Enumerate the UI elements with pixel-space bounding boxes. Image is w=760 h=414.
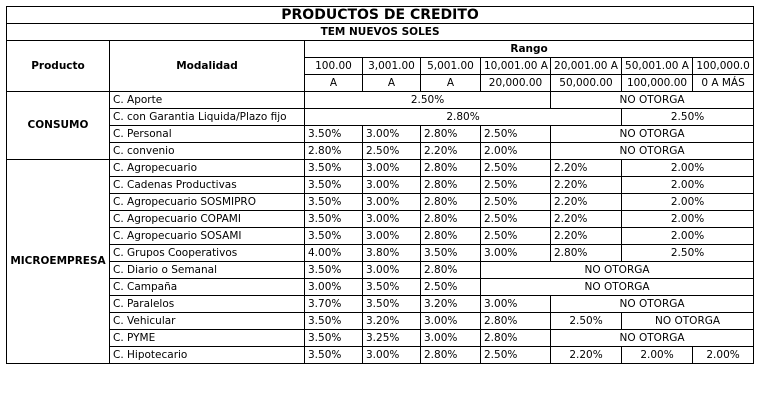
modality-name: C. convenio: [110, 143, 305, 160]
rate-cell: 2.80%: [421, 194, 481, 211]
rate-cell: 3.80%: [363, 245, 421, 262]
rate-cell: NO OTORGA: [551, 330, 754, 347]
rate-cell: 3.50%: [305, 330, 363, 347]
rate-cell: 2.20%: [551, 194, 622, 211]
rate-cell: 3.50%: [305, 228, 363, 245]
modality-name: C. Grupos Cooperativos: [110, 245, 305, 262]
rate-cell: 3.20%: [363, 313, 421, 330]
rate-cell: 2.50%: [481, 177, 551, 194]
range-4-top: 10,001.00 A: [481, 58, 551, 75]
rate-cell: 2.50%: [481, 126, 551, 143]
modality-name: C. Hipotecario: [110, 347, 305, 364]
table-row: [7, 109, 754, 126]
rate-cell: 2.80%: [421, 177, 481, 194]
rate-cell: 2.80%: [421, 262, 481, 279]
rate-cell: 2.00%: [622, 347, 693, 364]
rate-cell: 2.80%: [421, 347, 481, 364]
rate-cell: 2.50%: [421, 279, 481, 296]
rate-cell: 3.00%: [481, 245, 551, 262]
rate-cell: 2.20%: [551, 347, 622, 364]
modality-name: C. con Garantia Liquida/Plazo fijo: [110, 109, 305, 126]
rate-cell: 4.00%: [305, 245, 363, 262]
rate-cell: 2.50%: [481, 347, 551, 364]
rate-cell: 2.80%: [421, 228, 481, 245]
rate-cell: 3.50%: [305, 160, 363, 177]
table-row: [7, 279, 754, 296]
table-row: [7, 126, 754, 143]
table-subtitle: TEM NUEVOS SOLES: [7, 24, 754, 41]
rate-cell: NO OTORGA: [551, 296, 754, 313]
rate-cell: 3.00%: [363, 177, 421, 194]
rate-cell: 2.00%: [481, 143, 551, 160]
range-1-top: 100.00: [305, 58, 363, 75]
rate-cell: 3.20%: [421, 296, 481, 313]
rate-cell: 2.80%: [421, 126, 481, 143]
range-7-bottom: 0 A MÁS: [693, 75, 754, 92]
table-row: [7, 347, 754, 364]
rate-cell: 3.00%: [363, 194, 421, 211]
range-6-top: 50,001.00 A: [622, 58, 693, 75]
range-4-bottom: 20,000.00: [481, 75, 551, 92]
credit-products-table-container: [6, 6, 754, 364]
rate-cell: 3.00%: [363, 126, 421, 143]
range-7-top: 100,000.0: [693, 58, 754, 75]
rate-cell: NO OTORGA: [481, 262, 754, 279]
rate-cell: 3.50%: [363, 296, 421, 313]
modality-name: C. Agropecuario SOSAMI: [110, 228, 305, 245]
rate-cell: 3.50%: [305, 347, 363, 364]
rate-cell: 3.50%: [305, 177, 363, 194]
rate-cell: NO OTORGA: [551, 126, 754, 143]
rate-cell: 2.00%: [622, 177, 754, 194]
table-row: [7, 330, 754, 347]
rate-cell: 2.20%: [421, 143, 481, 160]
rate-cell: 3.25%: [363, 330, 421, 347]
table-row: [7, 211, 754, 228]
table-row: [7, 194, 754, 211]
rate-cell: NO OTORGA: [551, 143, 754, 160]
rate-cell: 2.80%: [421, 211, 481, 228]
rate-cell: 3.00%: [363, 160, 421, 177]
rate-cell: 2.80%: [551, 245, 622, 262]
rate-cell: 3.00%: [305, 279, 363, 296]
table-row: [7, 92, 754, 109]
rate-cell: 2.50%: [481, 211, 551, 228]
table-row: [7, 245, 754, 262]
rate-cell: 3.00%: [363, 228, 421, 245]
rate-cell: 3.00%: [363, 347, 421, 364]
rate-cell: 3.50%: [305, 126, 363, 143]
rate-cell: 2.80%: [481, 330, 551, 347]
table-row: [7, 262, 754, 279]
range-2-bottom: A: [363, 75, 421, 92]
rate-cell: 3.50%: [305, 313, 363, 330]
group-consumo: CONSUMO: [7, 92, 110, 160]
table-title: PRODUCTOS DE CREDITO: [7, 7, 754, 24]
rate-cell: 3.00%: [421, 330, 481, 347]
table-row: [7, 228, 754, 245]
rate-cell: 2.00%: [622, 160, 754, 177]
rate-cell: 2.50%: [305, 92, 551, 109]
rate-cell: 2.50%: [481, 228, 551, 245]
group-microempresa: MICROEMPRESA: [7, 160, 110, 364]
rate-cell: 2.50%: [622, 245, 754, 262]
modality-name: C. PYME: [110, 330, 305, 347]
rate-cell: 3.00%: [481, 296, 551, 313]
rate-cell: 2.50%: [622, 109, 754, 126]
rate-cell: 2.20%: [551, 160, 622, 177]
rate-cell: 3.00%: [363, 211, 421, 228]
range-5-top: 20,001.00 A: [551, 58, 622, 75]
modality-name: C. Campaña: [110, 279, 305, 296]
rate-cell: NO OTORGA: [551, 92, 754, 109]
table-row: [7, 313, 754, 330]
rate-cell: 2.00%: [693, 347, 754, 364]
rate-cell: 2.80%: [305, 109, 622, 126]
modality-name: C. Vehicular: [110, 313, 305, 330]
rate-cell: 3.50%: [305, 262, 363, 279]
modality-name: C. Aporte: [110, 92, 305, 109]
header-producto: Producto: [7, 41, 110, 92]
range-3-bottom: A: [421, 75, 481, 92]
modality-name: C. Paralelos: [110, 296, 305, 313]
header-rango: Rango: [305, 41, 754, 58]
header-modalidad: Modalidad: [110, 41, 305, 92]
rate-cell: 3.50%: [363, 279, 421, 296]
rate-cell: 3.50%: [305, 194, 363, 211]
range-5-bottom: 50,000.00: [551, 75, 622, 92]
rate-cell: 2.50%: [551, 313, 622, 330]
rate-cell: 3.00%: [421, 313, 481, 330]
rate-cell: 2.00%: [622, 228, 754, 245]
table-row: [7, 177, 754, 194]
rate-cell: NO OTORGA: [622, 313, 754, 330]
rate-cell: 2.80%: [421, 160, 481, 177]
rate-cell: NO OTORGA: [481, 279, 754, 296]
range-3-top: 5,001.00: [421, 58, 481, 75]
table-row: [7, 160, 754, 177]
modality-name: C. Personal: [110, 126, 305, 143]
modality-name: C. Agropecuario SOSMIPRO: [110, 194, 305, 211]
rate-cell: 3.00%: [363, 262, 421, 279]
rate-cell: 2.50%: [363, 143, 421, 160]
range-2-top: 3,001.00: [363, 58, 421, 75]
rate-cell: 2.20%: [551, 177, 622, 194]
table-row: [7, 296, 754, 313]
modality-name: C. Agropecuario: [110, 160, 305, 177]
rate-cell: 3.70%: [305, 296, 363, 313]
rate-cell: 2.80%: [481, 313, 551, 330]
credit-products-table: [6, 6, 754, 364]
modality-name: C. Agropecuario COPAMI: [110, 211, 305, 228]
range-1-bottom: A: [305, 75, 363, 92]
rate-cell: 2.20%: [551, 211, 622, 228]
rate-cell: 3.50%: [421, 245, 481, 262]
rate-cell: 2.00%: [622, 211, 754, 228]
rate-cell: 2.50%: [481, 160, 551, 177]
modality-name: C. Cadenas Productivas: [110, 177, 305, 194]
rate-cell: 2.80%: [305, 143, 363, 160]
rate-cell: 3.50%: [305, 211, 363, 228]
rate-cell: 2.20%: [551, 228, 622, 245]
range-6-bottom: 100,000.00: [622, 75, 693, 92]
rate-cell: 2.50%: [481, 194, 551, 211]
rate-cell: 2.00%: [622, 194, 754, 211]
table-row: [7, 143, 754, 160]
modality-name: C. Diario o Semanal: [110, 262, 305, 279]
